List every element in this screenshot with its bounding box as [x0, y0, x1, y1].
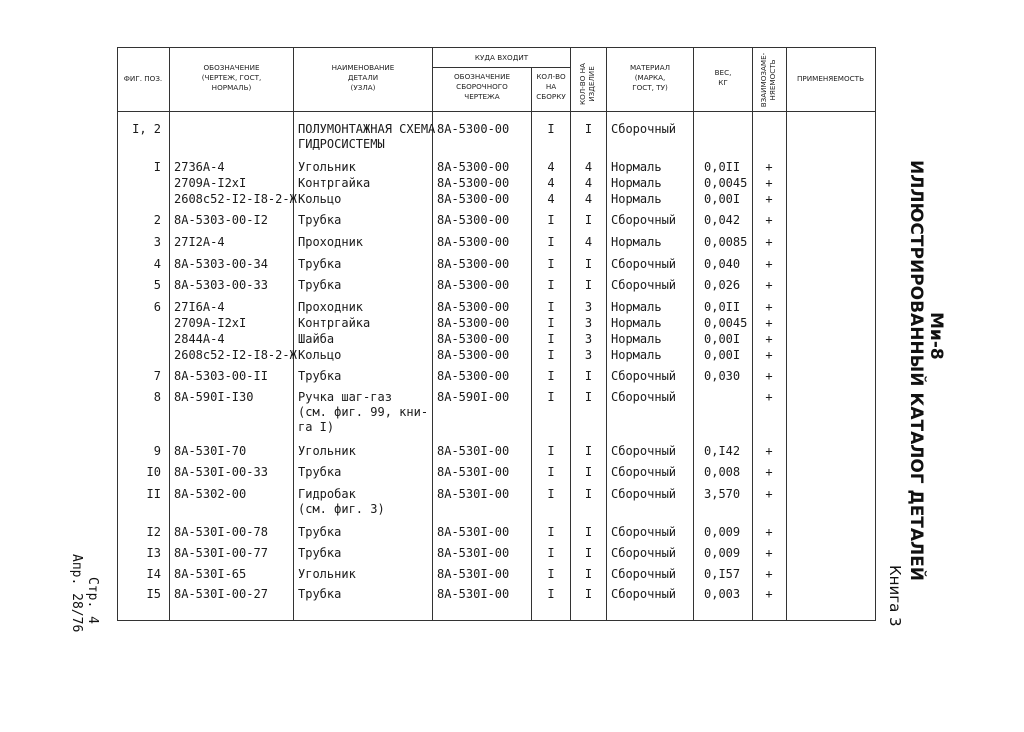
qty-per-assembly-cell: I: [547, 465, 555, 479]
qty-per-product-cell: I: [584, 444, 593, 458]
material-cell: Нормаль: [611, 192, 662, 206]
designation-cell: 27I2А-4: [174, 235, 225, 249]
interchangeability-cell: +: [765, 300, 773, 314]
header-applicability: ПРИМЕНЯЕМОСТЬ: [797, 74, 864, 83]
fig-pos-cell: 4: [153, 257, 161, 271]
interchangeability-cell: +: [765, 567, 773, 581]
assembly-drawing-cell: 8А-5300-00: [437, 332, 510, 346]
material-cell: Нормаль: [611, 300, 662, 314]
part-name-cell: ГИДРОСИСТЕМЫ: [298, 137, 385, 151]
assembly-drawing-cell: 8А-5300-00: [437, 300, 510, 314]
part-name-cell: Трубка: [298, 525, 342, 539]
header-interchangeability: ВЗАИМОЗАМЕ- НЯЕМОСТЬ: [759, 52, 777, 108]
interchangeability-cell: +: [765, 278, 773, 292]
qty-per-product-cell: 4: [584, 192, 593, 206]
interchangeability-cell: +: [765, 487, 773, 501]
assembly-drawing-cell: 8А-5300-00: [437, 213, 510, 227]
material-cell: Нормаль: [611, 348, 662, 362]
col-line-6: [606, 47, 607, 621]
weight-cell: 0,00I: [704, 332, 741, 346]
weight-cell: 0,030: [704, 369, 741, 383]
designation-cell: 8А-5302-00: [174, 487, 247, 501]
material-cell: Нормаль: [611, 176, 662, 190]
fig-pos-cell: I0: [146, 465, 161, 479]
assembly-drawing-cell: 8А-5300-00: [437, 257, 510, 271]
part-name-cell: Кольцо: [298, 192, 342, 206]
material-cell: Сборочный: [611, 525, 677, 539]
qty-per-product-cell: I: [584, 546, 593, 560]
designation-cell: 8А-5303-00-34: [174, 257, 268, 271]
material-cell: Нормаль: [611, 235, 662, 249]
interchangeability-cell: +: [765, 235, 773, 249]
col-line-1: [169, 47, 170, 621]
material-cell: Нормаль: [611, 160, 662, 174]
qty-per-assembly-cell: I: [547, 390, 555, 404]
fig-pos-cell: II: [146, 487, 161, 501]
fig-pos-cell: I5: [146, 587, 161, 601]
qty-per-product-cell: 3: [584, 348, 593, 362]
header-qty-per-assembly: КОЛ-ВО НА СБОРКУ: [536, 72, 566, 101]
designation-cell: 8А-530I-00-78: [174, 525, 268, 539]
weight-cell: 0,0045: [704, 316, 748, 330]
interchangeability-cell: +: [765, 213, 773, 227]
part-name-cell: Угольник: [298, 444, 356, 458]
interchangeability-cell: +: [765, 369, 773, 383]
qty-per-product-cell: 3: [584, 300, 593, 314]
header-qty-per-product: КОЛ-ВО НА ИЗДЕЛИЕ: [578, 63, 596, 105]
designation-cell: 8А-530I-00-27: [174, 587, 268, 601]
weight-cell: 0,026: [704, 278, 741, 292]
qty-per-assembly-cell: I: [547, 567, 555, 581]
weight-cell: 0,042: [704, 213, 741, 227]
fig-pos-cell: 8: [153, 390, 161, 404]
interchangeability-cell: +: [765, 348, 773, 362]
col-line-7: [693, 47, 694, 621]
header-designation: ОБОЗНАЧЕНИЕ (ЧЕРТЕЖ, ГОСТ, НОРМАЛЬ): [201, 63, 262, 92]
part-name-cell: Гидробак: [298, 487, 356, 501]
weight-cell: 0,0II: [704, 300, 741, 314]
designation-cell: 8А-5303-00-II: [174, 369, 268, 383]
qty-per-product-cell: I: [584, 257, 593, 271]
weight-cell: 0,I42: [704, 444, 741, 458]
material-cell: Сборочный: [611, 278, 677, 292]
qty-per-product-cell: I: [584, 369, 593, 383]
qty-per-product-cell: 4: [584, 235, 593, 249]
header-where-used: КУДА ВХОДИТ: [474, 53, 529, 62]
assembly-drawing-cell: 8А-5300-00: [437, 122, 510, 136]
header-part-name: НАИМЕНОВАНИЕ ДЕТАЛИ (УЗЛА): [331, 63, 395, 92]
qty-per-product-cell: I: [584, 278, 593, 292]
qty-per-product-cell: I: [584, 122, 593, 136]
assembly-drawing-cell: 8А-5300-00: [437, 235, 510, 249]
interchangeability-cell: +: [765, 160, 773, 174]
weight-cell: 0,0045: [704, 176, 748, 190]
assembly-drawing-cell: 8А-530I-00: [437, 487, 510, 501]
weight-cell: 0,0II: [704, 160, 741, 174]
part-name-cell: Контргайка: [298, 316, 371, 330]
interchangeability-cell: +: [765, 390, 773, 404]
weight-cell: 0,009: [704, 525, 741, 539]
qty-per-product-cell: I: [584, 525, 593, 539]
qty-per-assembly-cell: I: [547, 348, 555, 362]
designation-cell: 2844А-4: [174, 332, 225, 346]
material-cell: Сборочный: [611, 444, 677, 458]
part-name-cell: Проходник: [298, 235, 364, 249]
part-name-cell: Кольцо: [298, 348, 342, 362]
qty-per-product-cell: 3: [584, 332, 593, 346]
material-cell: Нормаль: [611, 332, 662, 346]
qty-per-product-cell: I: [584, 213, 593, 227]
part-name-cell: Трубка: [298, 213, 342, 227]
interchangeability-cell: +: [765, 176, 773, 190]
qty-per-assembly-cell: I: [547, 300, 555, 314]
fig-pos-cell: 9: [153, 444, 161, 458]
fig-pos-cell: I4: [146, 567, 161, 581]
weight-cell: 3,570: [704, 487, 741, 501]
fig-pos-cell: 2: [153, 213, 161, 227]
part-name-cell: Трубка: [298, 546, 342, 560]
part-name-cell: (см. фиг. 99, кни-: [298, 405, 429, 419]
interchangeability-cell: +: [765, 316, 773, 330]
book-number: Книга 3: [886, 565, 904, 627]
interchangeability-cell: +: [765, 546, 773, 560]
col-line-9: [786, 47, 787, 621]
qty-per-assembly-cell: 4: [547, 192, 555, 206]
interchangeability-cell: +: [765, 257, 773, 271]
catalog-model: Ми-8: [926, 312, 946, 360]
qty-per-product-cell: 4: [584, 160, 593, 174]
col-line-2: [293, 47, 294, 621]
material-cell: Сборочный: [611, 369, 677, 383]
material-cell: Сборочный: [611, 390, 677, 404]
qty-per-assembly-cell: I: [547, 213, 555, 227]
assembly-drawing-cell: 8А-530I-00: [437, 444, 510, 458]
weight-cell: 0,00I: [704, 192, 741, 206]
qty-per-assembly-cell: 4: [547, 160, 555, 174]
weight-cell: 0,003: [704, 587, 741, 601]
page-number: Стр. 4: [85, 577, 100, 624]
designation-cell: 2608с52-I2-I8-2-Ж: [174, 192, 297, 206]
weight-cell: 0,0085: [704, 235, 748, 249]
part-name-cell: Угольник: [298, 567, 356, 581]
part-name-cell: Ручка шаг-газ: [298, 390, 392, 404]
qty-per-assembly-cell: I: [547, 278, 555, 292]
material-cell: Нормаль: [611, 316, 662, 330]
qty-per-product-cell: I: [584, 567, 593, 581]
assembly-drawing-cell: 8А-5300-00: [437, 176, 510, 190]
designation-cell: 8А-530I-00-33: [174, 465, 268, 479]
assembly-drawing-cell: 8А-530I-00: [437, 567, 510, 581]
material-cell: Сборочный: [611, 122, 677, 136]
assembly-drawing-cell: 8А-5300-00: [437, 316, 510, 330]
designation-cell: 2608с52-I2-I8-2-Ж: [174, 348, 297, 362]
material-cell: Сборочный: [611, 213, 677, 227]
qty-per-assembly-cell: 4: [547, 176, 555, 190]
revision-code: Апр. 28/76: [69, 554, 84, 633]
interchangeability-cell: +: [765, 192, 773, 206]
part-name-cell: ПОЛУМОНТАЖНАЯ СХЕМА: [298, 122, 436, 136]
qty-per-product-cell: I: [584, 487, 593, 501]
designation-cell: 2736А-4: [174, 160, 225, 174]
fig-pos-cell: I: [153, 160, 161, 174]
assembly-drawing-cell: 8А-530I-00: [437, 525, 510, 539]
qty-per-assembly-cell: I: [547, 332, 555, 346]
qty-per-product-cell: I: [584, 390, 593, 404]
material-cell: Сборочный: [611, 465, 677, 479]
qty-per-assembly-cell: I: [547, 546, 555, 560]
interchangeability-cell: +: [765, 444, 773, 458]
header-fig-pos: ФИГ. ПОЗ.: [123, 74, 163, 83]
interchangeability-cell: +: [765, 465, 773, 479]
weight-cell: 0,00I: [704, 348, 741, 362]
part-name-cell: Шайба: [298, 332, 335, 346]
weight-cell: 0,040: [704, 257, 741, 271]
header-weight: ВЕС, КГ: [714, 68, 732, 87]
material-cell: Сборочный: [611, 587, 677, 601]
qty-per-assembly-cell: I: [547, 487, 555, 501]
qty-per-product-cell: I: [584, 465, 593, 479]
part-name-cell: Трубка: [298, 465, 342, 479]
part-name-cell: Трубка: [298, 257, 342, 271]
fig-pos-cell: 7: [153, 369, 161, 383]
assembly-drawing-cell: 8А-530I-00: [437, 546, 510, 560]
interchangeability-cell: +: [765, 587, 773, 601]
assembly-drawing-cell: 8А-590I-00: [437, 390, 510, 404]
assembly-drawing-cell: 8А-5300-00: [437, 278, 510, 292]
fig-pos-cell: 6: [153, 300, 161, 314]
qty-per-product-cell: 4: [584, 176, 593, 190]
header-assembly-drawing: ОБОЗНАЧЕНИЕ СБОРОЧНОГО ЧЕРТЕЖА: [454, 72, 510, 101]
fig-pos-cell: 5: [153, 278, 161, 292]
qty-per-product-cell: I: [584, 587, 593, 601]
header-material: МАТЕРИАЛ (МАРКА, ГОСТ, ТУ): [629, 63, 671, 92]
part-name-cell: Трубка: [298, 278, 342, 292]
fig-pos-cell: I2: [146, 525, 161, 539]
part-name-cell: Проходник: [298, 300, 364, 314]
where-used-divider: [432, 67, 570, 68]
part-name-cell: га I): [298, 420, 335, 434]
part-name-cell: Угольник: [298, 160, 356, 174]
qty-per-assembly-cell: I: [547, 122, 555, 136]
part-name-cell: Трубка: [298, 587, 342, 601]
assembly-drawing-cell: 8А-5300-00: [437, 192, 510, 206]
material-cell: Сборочный: [611, 567, 677, 581]
qty-per-assembly-cell: I: [547, 316, 555, 330]
designation-cell: 8А-5303-00-I2: [174, 213, 268, 227]
col-line-8: [752, 47, 753, 621]
designation-cell: 8А-590I-I30: [174, 390, 254, 404]
qty-per-assembly-cell: I: [547, 257, 555, 271]
designation-cell: 2709А-I2хI: [174, 316, 247, 330]
part-name-cell: (см. фиг. 3): [298, 502, 385, 516]
qty-per-product-cell: 3: [584, 316, 593, 330]
qty-per-assembly-cell: I: [547, 369, 555, 383]
fig-pos-cell: I3: [146, 546, 161, 560]
interchangeability-cell: +: [765, 525, 773, 539]
material-cell: Сборочный: [611, 487, 677, 501]
fig-pos-cell: 3: [153, 235, 161, 249]
assembly-drawing-cell: 8А-5300-00: [437, 348, 510, 362]
designation-cell: 8А-530I-00-77: [174, 546, 268, 560]
assembly-drawing-cell: 8А-5300-00: [437, 160, 510, 174]
qty-per-assembly-cell: I: [547, 525, 555, 539]
weight-cell: 0,I57: [704, 567, 741, 581]
interchangeability-cell: +: [765, 332, 773, 346]
qty-per-assembly-cell: I: [547, 235, 555, 249]
designation-cell: 2709А-I2хI: [174, 176, 247, 190]
designation-cell: 8А-530I-65: [174, 567, 247, 581]
designation-cell: 8А-530I-70: [174, 444, 247, 458]
part-name-cell: Трубка: [298, 369, 342, 383]
weight-cell: 0,008: [704, 465, 741, 479]
material-cell: Сборочный: [611, 257, 677, 271]
qty-per-assembly-cell: I: [547, 444, 555, 458]
fig-pos-cell: I, 2: [132, 122, 161, 136]
designation-cell: 27I6А-4: [174, 300, 225, 314]
assembly-drawing-cell: 8А-5300-00: [437, 369, 510, 383]
part-name-cell: Контргайка: [298, 176, 371, 190]
material-cell: Сборочный: [611, 546, 677, 560]
qty-per-assembly-cell: I: [547, 587, 555, 601]
weight-cell: 0,009: [704, 546, 741, 560]
designation-cell: 8А-5303-00-33: [174, 278, 268, 292]
assembly-drawing-cell: 8А-530I-00: [437, 465, 510, 479]
assembly-drawing-cell: 8А-530I-00: [437, 587, 510, 601]
catalog-title: ИЛЛЮСТРИРОВАННЫЙ КАТАЛОГ ДЕТАЛЕЙ: [906, 160, 926, 582]
